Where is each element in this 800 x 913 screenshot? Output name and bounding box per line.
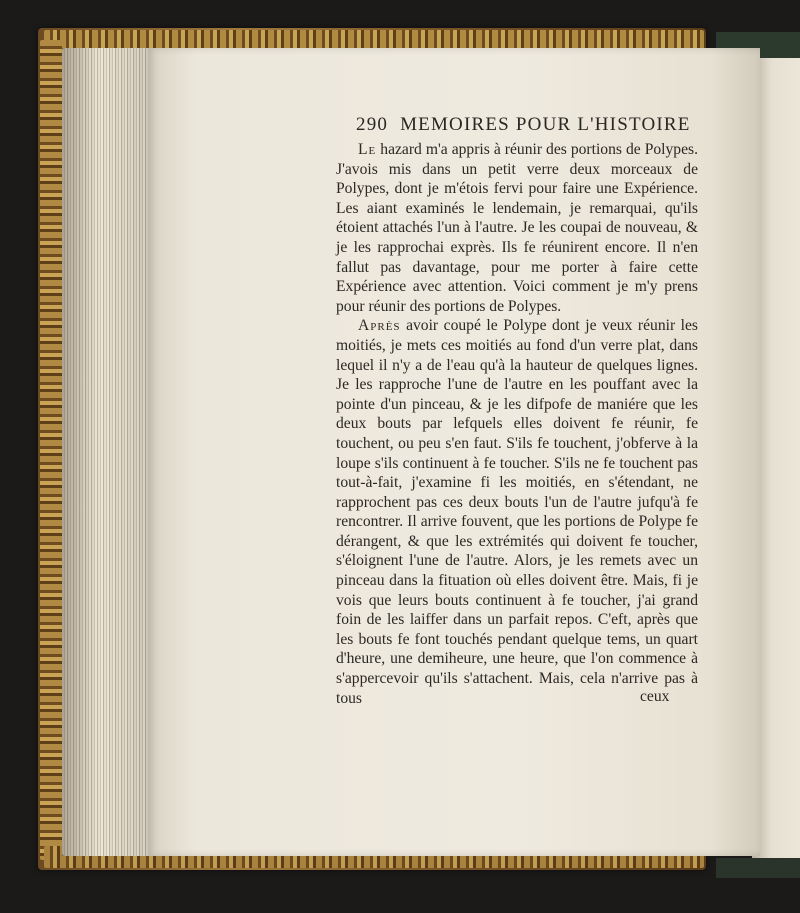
right-cover-bottom: [716, 858, 800, 878]
paragraph-2: [336, 316, 698, 708]
running-head-title: MEMOIRES POUR L'HISTOIRE: [400, 114, 691, 135]
catchword: ceux: [640, 688, 670, 705]
paragraph-lead: Le: [358, 141, 377, 158]
gilt-edge-left: [40, 40, 62, 860]
page-number: 290: [356, 114, 389, 135]
running-head: [356, 114, 691, 136]
body-text: [336, 140, 698, 708]
paragraph-text: hazard m'a appris à réunir des portions de Polypes. J'avois mis dans un petit verre deux morceaux de Polypes, dont je m'étois fervi pour faire une Expérience. Les aiant examinés le lendemain, je remarquai, qu'ils étoient attachés l'un à l'autre. Je les coupai de nouveau, & je les rapprochai exprès. Ils fe réunirent encore. Il n'en fallut pas davantage, pour me porter à faire cette Expérience avec attention. Voici comment je m'y prens pour réunir des portions de Polypes.: [336, 141, 698, 315]
paragraph-text: avoir coupé le Polype dont je veux réunir les moitiés, je mets ces moitiés au fond d'un verre plat, dans lequel il n'y a de l'eau qu'à la hauteur de quelques lignes. Je les rapproche l'une de l'autre en les pouffant avec la pointe d'un pinceau, & je les difpofe de maniére que les deux bouts par lefquels elles doivent fe réunir, fe touchent, ou peu s'en faut. S'ils fe touchent, j'obferve à la loupe s'ils continuent à fe toucher. S'ils ne fe touchent pas tout-à-fait, j'examine fi les moitiés, en s'étendant, ne rapprochent pas ces deux bouts l'un de l'autre jufqu'à fe rencontrer. Il arrive fouvent, que les portions de Polype fe dérangent, & que les extrémités qui doivent fe toucher, s'éloignent l'une de l'autre. Alors, je les remets avec un pinceau dans la fituation où elles doivent être. Mais, fi je vois que leurs bouts continuent à fe toucher, j'ai grand foin de les laiffer dans un parfait repos. C'eft, après que les bouts fe font touchés pendant quelque tems, un quart d'heure, une demiheure, une heure, que l'on commence à s'appercevoir qu'ils s'attachent. Mais, cela n'arrive pas à tous: [336, 317, 698, 707]
paragraph-lead: Après: [358, 317, 401, 335]
paragraph-1: [336, 140, 698, 316]
